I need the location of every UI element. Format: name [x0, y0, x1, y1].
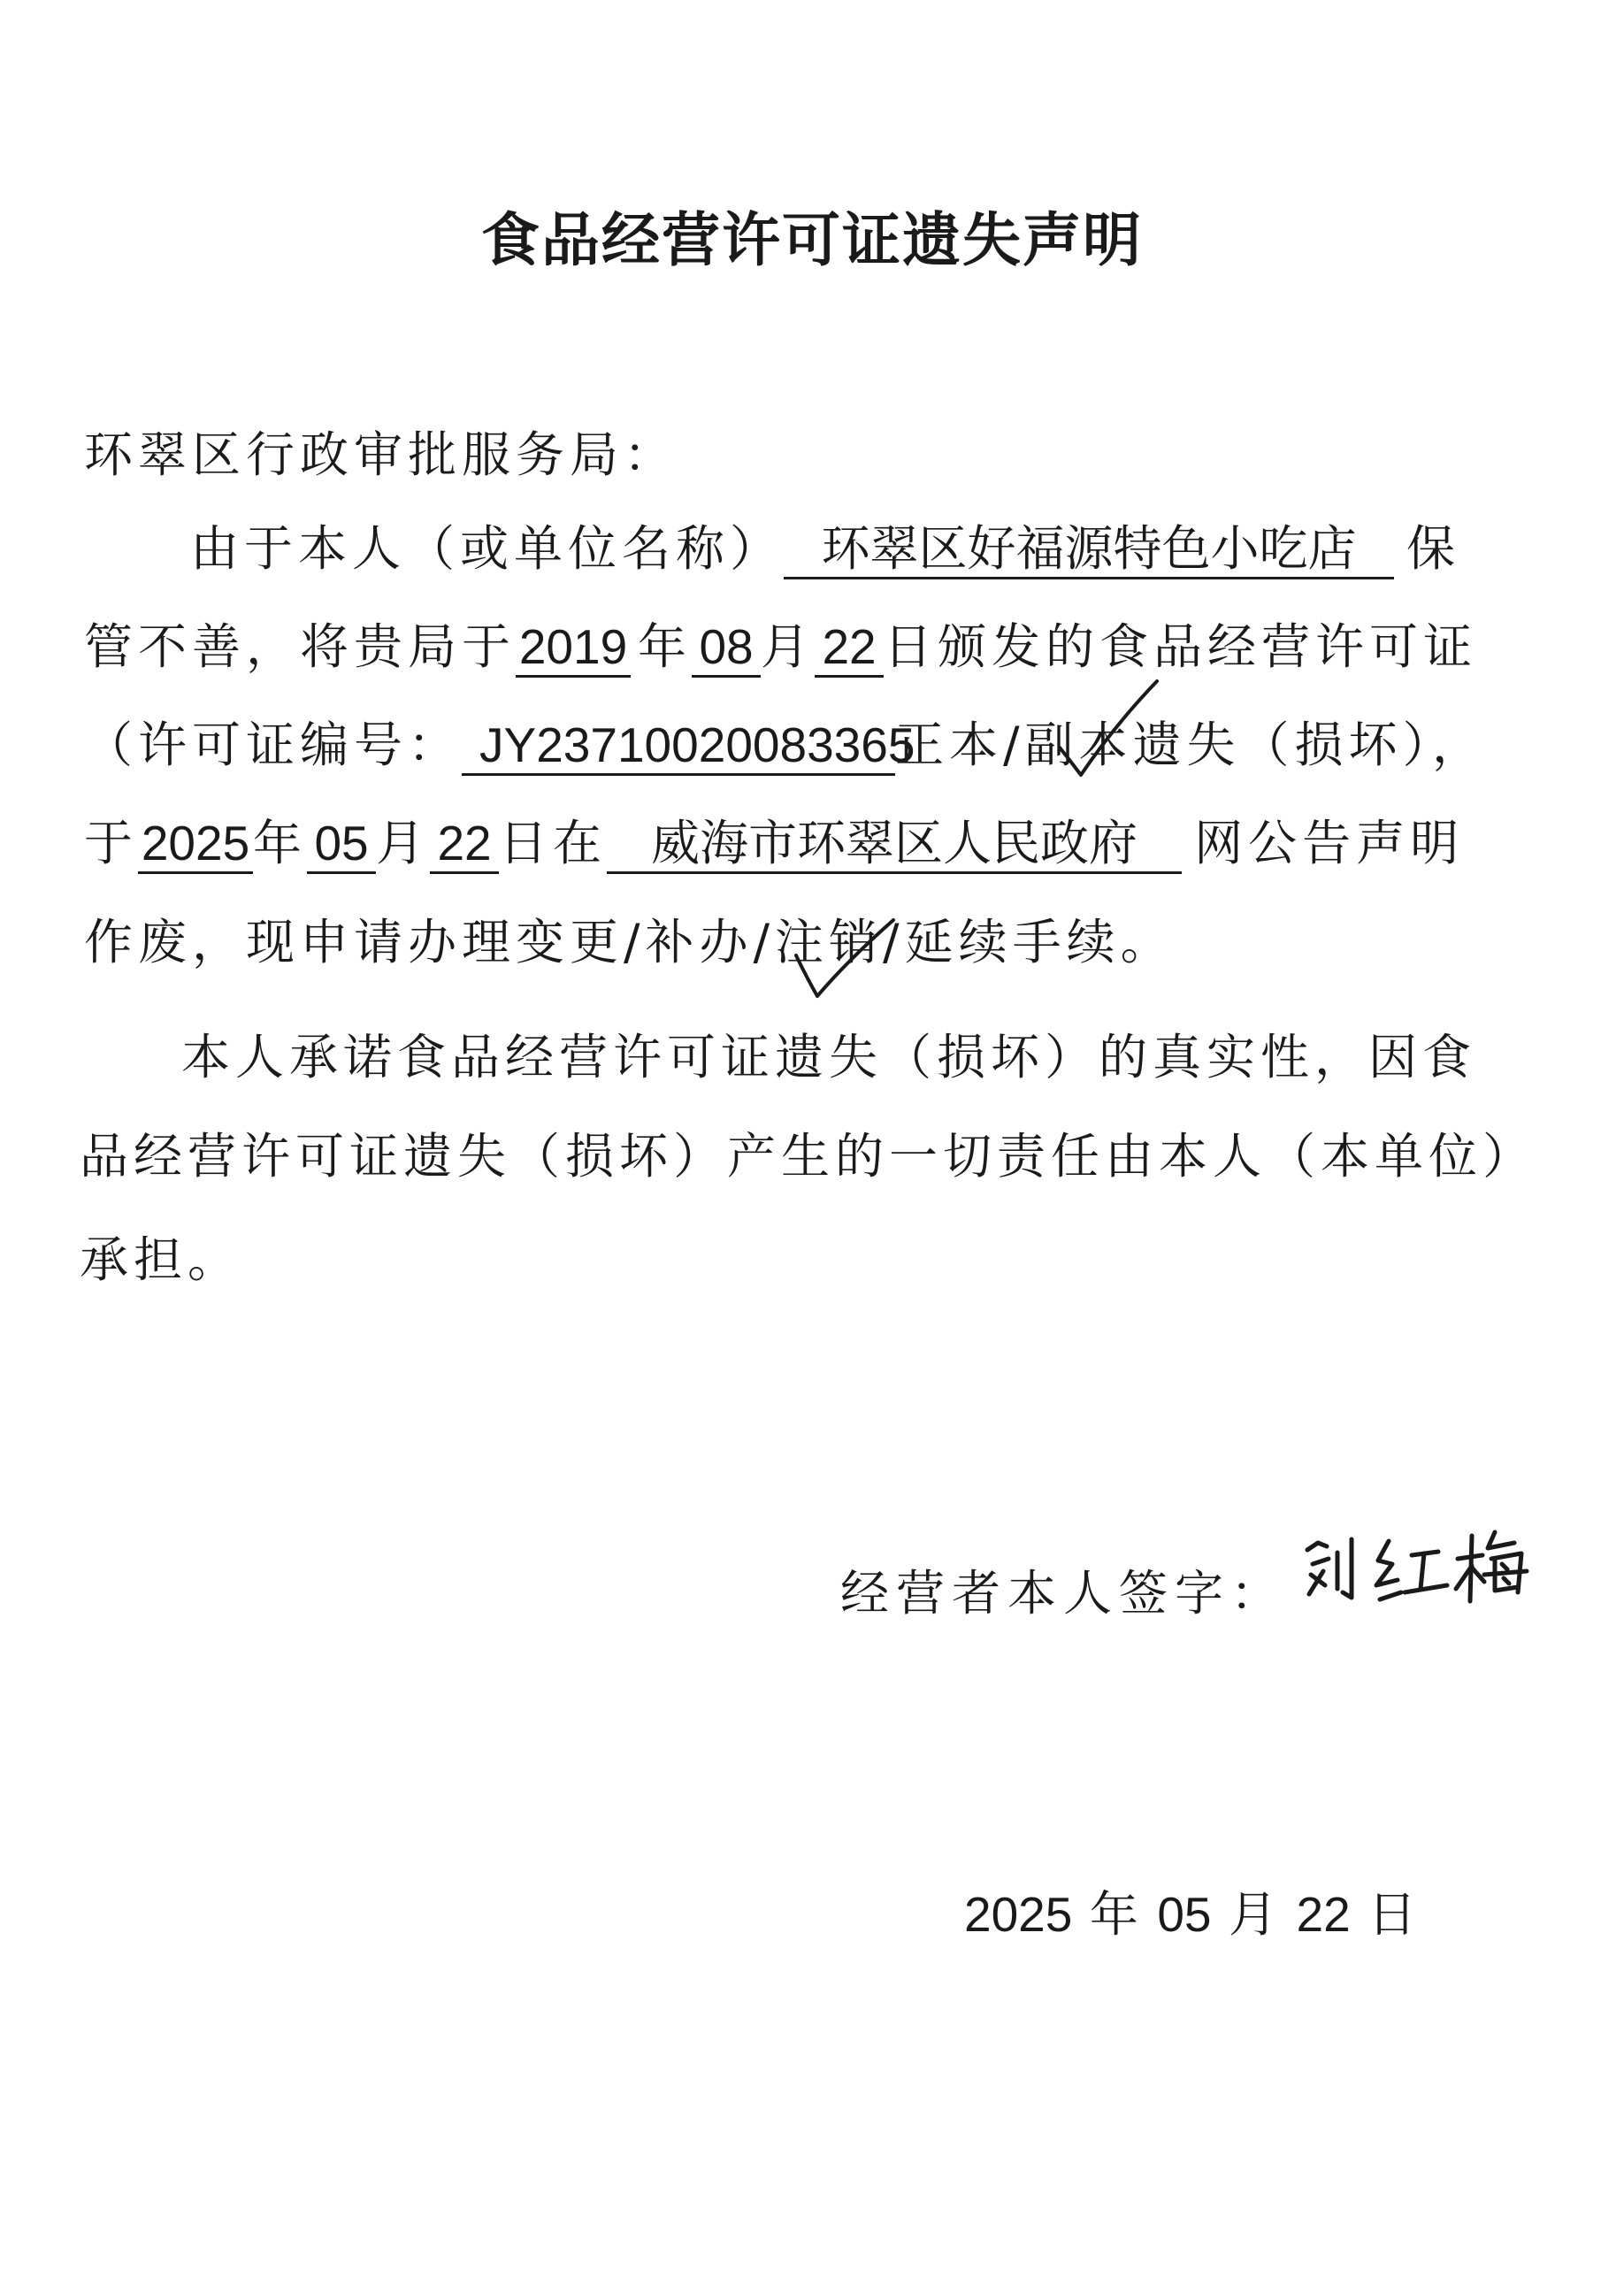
- date-year-char: 年: [1089, 1886, 1140, 1943]
- para2-line2: 品经营许可证遗失（损坏）产生的一切责任由本人（本单位）: [80, 1128, 1537, 1185]
- notice-place-field: 威海市环翠区人民政府: [607, 818, 1182, 874]
- date-year: 2025: [964, 1887, 1073, 1942]
- check-marks: [796, 681, 1157, 996]
- license-number-field: JY23710020083365: [462, 720, 895, 776]
- para1-text: 正本/副本遗失（损坏），: [895, 717, 1487, 773]
- check-mark-icon: [796, 920, 893, 996]
- date-month: 05: [1157, 1887, 1212, 1942]
- signature-label: 经营者本人签字：: [840, 1565, 1287, 1622]
- para2-line3: 承担。: [80, 1231, 242, 1288]
- notice-month-field: 05: [307, 818, 376, 874]
- para1-text: 由于本人（或单位名称）: [190, 520, 785, 577]
- issue-day-field: 22: [815, 622, 884, 678]
- para1-text: 日在: [499, 815, 608, 871]
- para1-text: 月: [761, 618, 816, 675]
- para1-text: 网公告声明: [1194, 815, 1465, 871]
- issue-year-field: 2019: [516, 622, 631, 678]
- para1-text: 管不善，将贵局于: [84, 618, 517, 675]
- para1-text: 日颁发的食品经营许可证: [884, 618, 1478, 675]
- check-mark-icon: [1060, 681, 1157, 775]
- date-month-char: 月: [1229, 1886, 1280, 1943]
- date-day-char: 日: [1367, 1886, 1419, 1943]
- date-day: 22: [1296, 1887, 1351, 1942]
- notice-day-field: 22: [430, 818, 499, 874]
- para1-line5: 作废，现申请办理变更/补办/注销/延续手续。: [84, 914, 1175, 970]
- para1-text: 于: [84, 815, 139, 871]
- unit-name-field: 环翠区好福源特色小吃店: [784, 524, 1394, 579]
- para1-text: 年: [253, 815, 308, 871]
- recipient: 环翠区行政审批服务局：: [84, 426, 678, 483]
- notice-year-field: 2025: [138, 818, 253, 874]
- document-title: 食品经营许可证遗失声明: [481, 205, 1143, 274]
- document-date: [964, 1875, 1418, 1945]
- para1-text: 月: [376, 815, 431, 871]
- para1-text: 年: [638, 618, 693, 675]
- para2-line1: 本人承诺食品经营许可证遗失（损坏）的真实性，因食: [181, 1029, 1477, 1085]
- issue-month-field: 08: [692, 622, 761, 678]
- para1-text: （许可证编号：: [84, 717, 463, 773]
- para1-text: 保: [1406, 520, 1461, 577]
